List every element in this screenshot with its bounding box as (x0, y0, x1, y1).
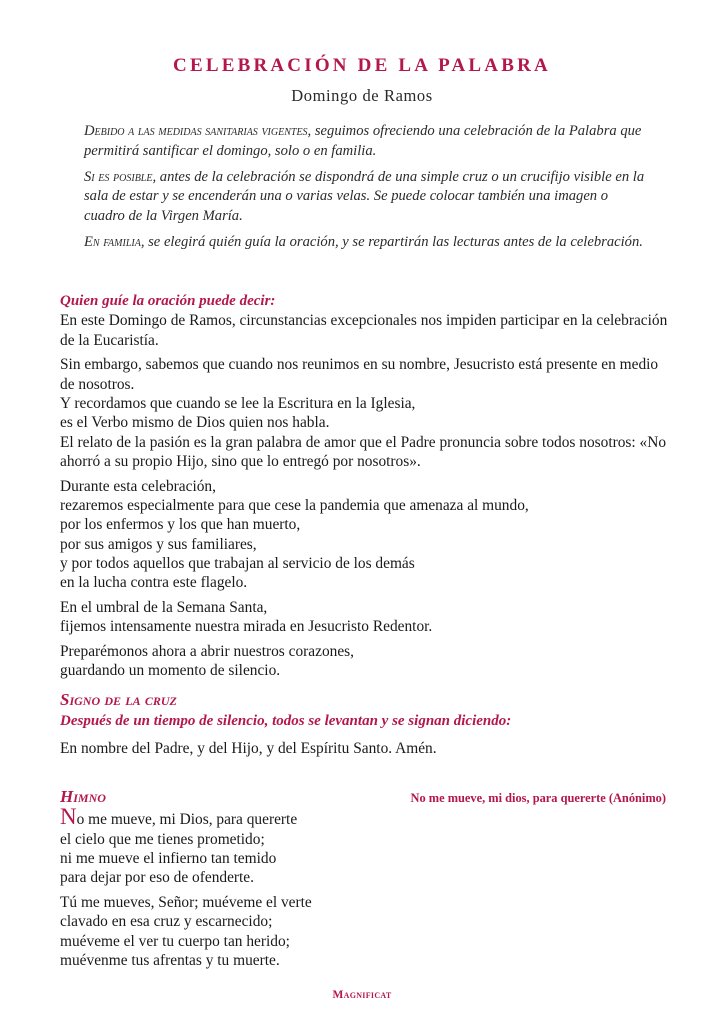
text-line: en la lucha contra este flagelo. (60, 574, 248, 592)
monition-paragraph (60, 355, 672, 471)
sign-of-cross-heading: Signo de la cruz (60, 690, 177, 709)
text-line: El relato de la pasión es la gran palabra de amor que el Padre pronuncia sobre todos nosotros: «No ahorró a su propio Hijo, sino que lo entregó por nosotros». (60, 433, 667, 470)
monition-paragraph (60, 477, 672, 593)
text-line: muéveme el ver tu cuerpo tan herido; (60, 932, 290, 950)
intro-lead: Si es posible, (84, 168, 157, 185)
intro-lead: En familia, (84, 233, 145, 250)
monition-rubric: Quien guíe la oración puede decir: (60, 293, 276, 309)
hymn-caption: No me mueve, mi dios, para quererte (Anónimo) (410, 791, 666, 805)
hymn-stanza (60, 893, 672, 970)
intro-text: seguimos ofreciendo una celebración de la Palabra que permitirá santificar el domingo, solo o en familia. (84, 123, 642, 159)
text-line: guardando un momento de silencio. (60, 662, 281, 680)
monition-paragraph (60, 642, 672, 681)
text-line: Y recordamos que cuando se lee la Escritura en la Iglesia, (60, 394, 416, 412)
text-line: clavado en esa cruz y escarnecido; (60, 913, 273, 931)
text-line: es el Verbo mismo de Dios quien nos habla. (60, 414, 330, 432)
sign-of-cross-rubric: Después de un tiempo de silencio, todos se levantan y se signan diciendo: (60, 713, 512, 730)
text-line: Preparémonos ahora a abrir nuestros corazones, (60, 643, 355, 661)
text-line: Durante esta celebración, (60, 477, 216, 495)
text-line: rezaremos especialmente para que cese la pandemia que amenaza al mundo, (60, 496, 529, 514)
hymn-first-line (60, 804, 672, 830)
page-subtitle: Domingo de Ramos (291, 86, 433, 105)
text-line: Sin embargo, sabemos que cuando nos reunimos en su nombre, Jesucristo está presente en medio de nosotros. (60, 356, 659, 393)
intro-paragraph (84, 168, 650, 227)
text-line: En el umbral de la Semana Santa, (60, 598, 268, 616)
text-line: fijemos intensamente nuestra mirada en Jesucristo Redentor. (60, 618, 433, 636)
sign-of-cross-section (60, 690, 672, 758)
intro-paragraph (84, 122, 650, 161)
monition-paragraph (60, 598, 672, 637)
text-line: En este Domingo de Ramos, circunstancias excepcionales nos impiden participar en la celebración de la Eucaristía. (60, 312, 668, 349)
text-line: para dejar por eso de ofenderte. (60, 869, 254, 887)
intro-text: antes de la celebración se dispondrá de una simple cruz o un crucifijo visible en la sala de estar y se encenderán una o varias velas. Se puede colocar también una imagen o cuadro de la Virgen María. (84, 168, 645, 224)
magnificat-brand: Magnificat (332, 989, 392, 1001)
text-line: por sus amigos y sus familiares, (60, 535, 257, 553)
text-line: Tú me mueves, Señor; muéveme el verte (60, 893, 312, 911)
text-line: muévenme tus afrentas y tu muerte. (60, 951, 280, 969)
intro-lead: Debido a las medidas sanitarias vigentes, (84, 123, 312, 139)
page-title: CELEBRACIÓN DE LA PALABRA (173, 55, 551, 76)
hymn-body (60, 830, 672, 971)
hymn-heading: Himno (60, 787, 106, 806)
monition-paragraph (60, 311, 672, 350)
hymn-section (60, 787, 672, 976)
intro-paragraph (84, 233, 650, 253)
hymn-stanza (60, 830, 672, 888)
intro-text: se elegirá quién guía la oración, y se repartirán las lecturas antes de la celebración. (144, 233, 643, 250)
text-line: el cielo que me tienes prometido; (60, 830, 265, 848)
intro-notes (84, 122, 650, 259)
monition-section (60, 292, 672, 686)
text-line: ni me mueve el infierno tan temido (60, 849, 277, 867)
text-line: por los enfermos y los que han muerto, (60, 516, 301, 534)
drop-cap: N (60, 804, 77, 830)
sign-of-cross-text: En nombre del Padre, y del Hijo, y del Espíritu Santo. Amén. (60, 739, 437, 757)
hymn-line: o me mueve, mi Dios, para quererte (76, 811, 298, 829)
text-line: y por todos aquellos que trabajan al servicio de los demás (60, 554, 415, 572)
monition-body (60, 311, 672, 680)
